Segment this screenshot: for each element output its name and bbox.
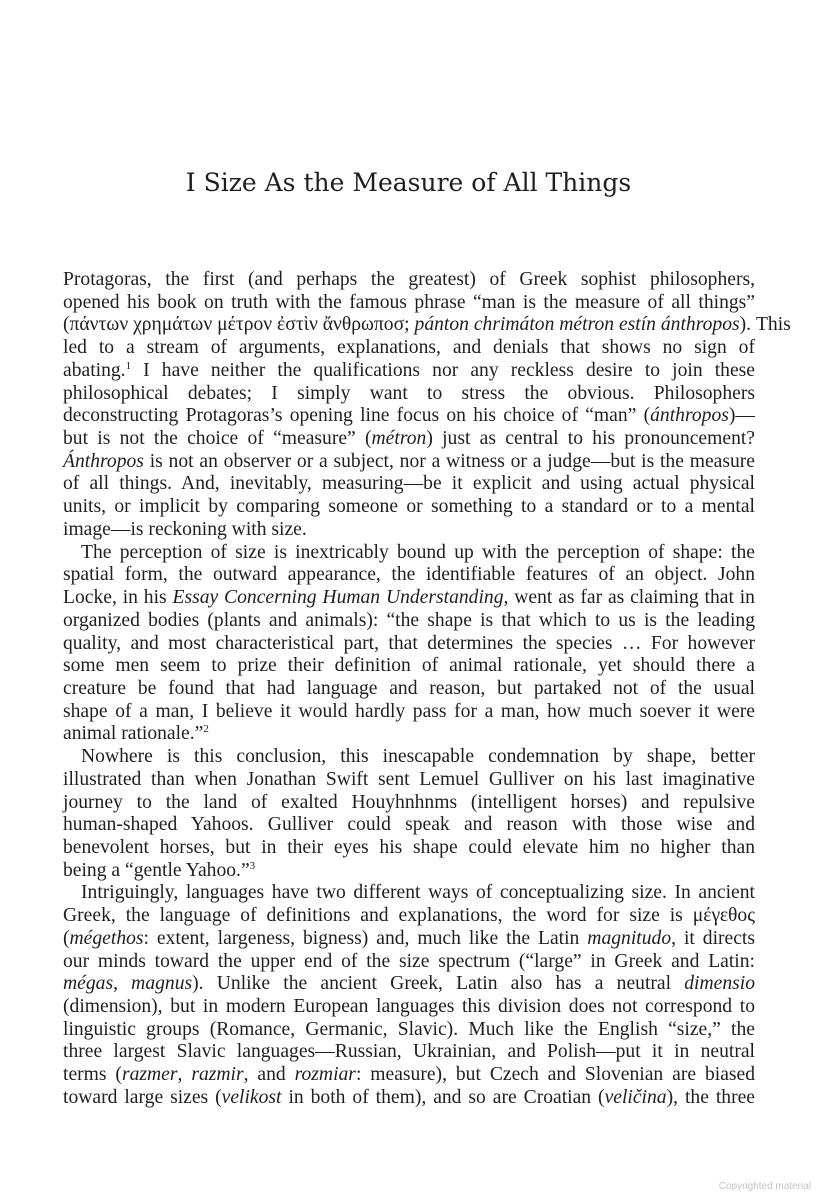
text-line: Ánthropos is not an observer or a subject, nor a witness or a judge—but is the measure: [63, 450, 755, 472]
italic-term: ánthropos: [650, 405, 729, 427]
copyright-watermark: Copyrighted material: [718, 1181, 811, 1192]
italic-term: Essay Concerning Human Understanding: [172, 587, 504, 609]
text-line: (dimension), but in modern European languages this division does not correspond to: [63, 996, 755, 1017]
text-line: (πάντων χρημάτων μέτρον ἐστὶν ἄνθρωποσ; pánton chrimáton métron estín ánthropos). This: [63, 314, 791, 336]
text-line: opened his book on truth with the famous phrase “man is the measure of all things”: [63, 291, 755, 313]
italic-term: mégethos: [69, 927, 144, 949]
italic-term: Ánthropos: [63, 450, 144, 472]
text-line: but is not the choice of “measure” (métron) just as central to his pronouncement?: [63, 428, 756, 450]
italic-term: magnus: [131, 973, 193, 995]
text-line: benevolent horses, but in their eyes his shape could elevate him no higher than: [63, 836, 755, 858]
chapter-title: I Size As the Measure of All Things: [185, 168, 632, 197]
text-line: mégas, magnus). Unlike the ancient Greek, Latin also has a neutral dimensio: [63, 973, 755, 995]
text-line: of all things. And, inevitably, measuring—be it explicit and using actual physical: [63, 473, 755, 495]
italic-term: razmer: [121, 1064, 178, 1086]
text-line: led to a stream of arguments, explanations, and denials that shows no sign of: [63, 337, 755, 359]
text-line: some men seem to prize their definition of animal rationale, yet should there a: [63, 655, 755, 677]
text-line: Intriguingly, languages have two different ways of conceptualizing size. In ancient: [81, 882, 755, 904]
italic-term: dimensio: [684, 973, 755, 995]
text-line: image—is reckoning with size.: [63, 518, 307, 540]
italic-term: mégas: [63, 973, 114, 995]
text-line: shape of a man, I believe it would hardly pass for a man, how much soever it were: [63, 700, 755, 722]
text-line: three largest Slavic languages—Russian, Ukrainian, and Polish—put it in neutral: [63, 1041, 755, 1063]
text-line: toward large sizes (velikost in both of them), and so are Croatian (veličina), the three: [63, 1086, 755, 1108]
text-line: units, or implicit by comparing someone or something to a standard or to a mental: [63, 496, 755, 518]
text-line: human-shaped Yahoos. Gulliver could speak and reason with those wise and: [63, 814, 755, 836]
footnote-ref[interactable]: 2: [203, 723, 209, 736]
text-line: being a “gentle Yahoo.”$^3$: [63, 859, 256, 881]
text-line: journey to the land of exalted Houyhnhnms (intelligent horses) and repulsive: [63, 791, 755, 813]
italic-term: rozmiar: [294, 1064, 356, 1086]
italic-term: métron: [371, 428, 427, 450]
body-text: [63, 269, 791, 1110]
text-line: spatial form, the outward appearance, the identifiable features of an object. John: [63, 564, 755, 586]
paragraph: [63, 269, 791, 542]
footnote-ref[interactable]: 1: [125, 359, 132, 372]
text-line: (mégethos: extent, largeness, bigness) and, much like the Latin magnitudo, it directs: [63, 927, 756, 949]
text-line: The perception of size is inextricably bound up with the perception of shape: the: [81, 541, 755, 563]
text-line: quality, and most characteristical part, that determines the species … For however: [63, 632, 755, 654]
italic-term: magnitudo: [587, 927, 672, 949]
text-line: organized bodies (plants and animals): “the shape is that which to us is the leading: [63, 609, 755, 631]
text-line: terms (razmer, razmir, and rozmiar: measure), but Czech and Slovenian are biased: [63, 1064, 756, 1086]
text-line: philosophical debates; I simply want to stress the obvious. Philosophers: [63, 382, 755, 404]
text-line: abating.$^1$ I have neither the qualifications nor any reckless desire to join these: [63, 359, 755, 381]
paragraph: [63, 542, 755, 746]
paragraph: [63, 746, 755, 882]
italic-term: pánton chrimáton métron estín ánthropos: [414, 314, 740, 336]
text-line: Protagoras, the first (and perhaps the greatest) of Greek sophist philosophers,: [63, 269, 755, 290]
text-line: animal rationale.”$^2$: [63, 723, 209, 745]
text-line: creature be found that had language and reason, but partaked not of the usual: [63, 677, 755, 699]
text-line: Nowhere is this conclusion, this inescapable condemnation by shape, better: [81, 746, 755, 768]
text-line: Locke, in his Essay Concerning Human Understanding, went as far as claiming that in: [63, 587, 755, 609]
text-line: deconstructing Protagoras’s opening line focus on his choice of “man” (ánthropos)—: [63, 405, 755, 427]
italic-term: velikost: [221, 1086, 282, 1108]
text-line: Greek, the language of definitions and explanations, the word for size is μέγεθος: [63, 905, 755, 927]
italic-term: razmir: [191, 1064, 244, 1086]
italic-term: veličina: [604, 1086, 667, 1108]
text-line: illustrated than when Jonathan Swift sent Lemuel Gulliver on his last imaginative: [63, 768, 755, 790]
paragraph: [63, 882, 755, 1109]
footnote-ref[interactable]: 3: [249, 859, 256, 872]
text-line: linguistic groups (Romance, Germanic, Slavic). Much like the English “size,” the: [63, 1018, 755, 1040]
text-line: our minds toward the upper end of the size spectrum (“large” in Greek and Latin:: [63, 950, 755, 972]
